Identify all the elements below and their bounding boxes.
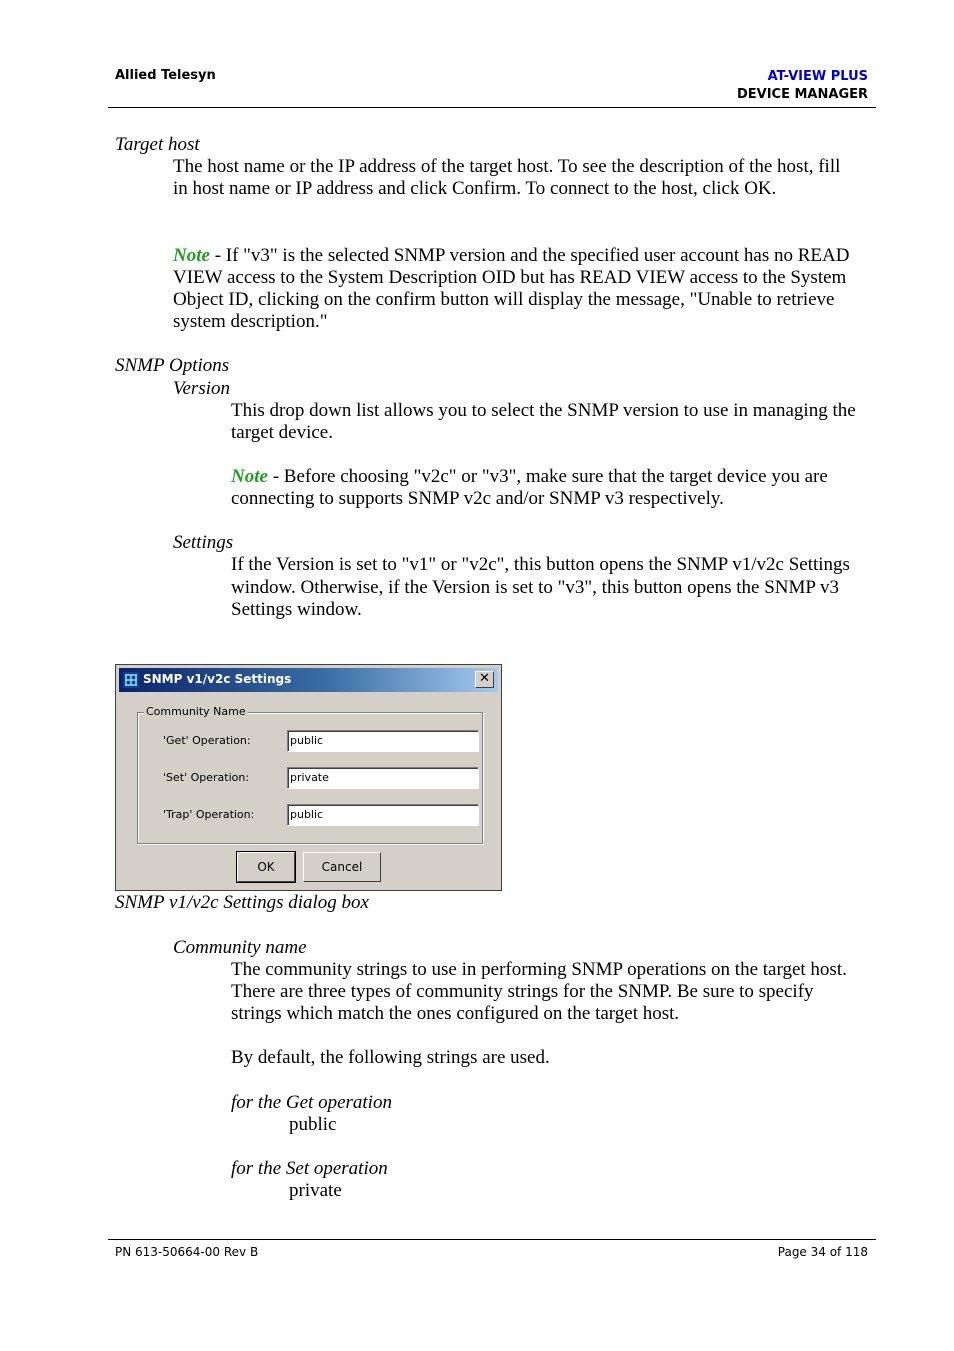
note2-line2: connecting to supports SNMP v2c and/or SNMP v3 respectively.	[231, 488, 724, 509]
get-operation-default: public	[289, 1114, 337, 1135]
settings-term: Settings	[173, 532, 234, 553]
version-line1: This drop down list allows you to select the SNMP version to use in managing the	[231, 400, 856, 421]
snmp-options-term: SNMP Options	[115, 355, 230, 376]
note1-line2: VIEW access to the System Description OID but has READ VIEW access to the System	[173, 267, 847, 288]
trap-operation-label: 'Trap' Operation:	[163, 808, 255, 821]
settings-line2: window. Otherwise, if the Version is set to "v3", this button opens the SNMP v3	[231, 577, 840, 598]
close-icon: ✕	[479, 671, 490, 686]
figure-caption: SNMP v1/v2c Settings dialog box	[115, 892, 369, 913]
ok-button[interactable]: OK	[237, 852, 295, 882]
set-operation-term: for the Set operation	[231, 1158, 388, 1179]
community-line2: There are three types of community strings for the SNMP. Be sure to specify	[231, 981, 814, 1002]
target-host-term: Target host	[115, 134, 200, 155]
settings-line3: Settings window.	[231, 599, 362, 620]
trap-operation-input[interactable]: public	[287, 804, 479, 826]
community-name-group	[137, 705, 483, 844]
community-default-line: By default, the following strings are used.	[231, 1047, 550, 1068]
note1-line3: Object ID, clicking on the confirm button will display the message, "Unable to retrieve	[173, 289, 835, 310]
community-line1: The community strings to use in performing SNMP operations on the target host.	[231, 959, 847, 980]
community-line3: strings which match the ones configured on the target host.	[231, 1003, 680, 1024]
dialog-title: SNMP v1/v2c Settings	[143, 672, 292, 686]
footer-page-number: Page 34 of 118	[777, 1245, 868, 1259]
note1-line1	[173, 245, 849, 267]
community-name-legend: Community Name	[146, 705, 246, 718]
footer-rule	[108, 1239, 876, 1240]
note2-line1	[231, 466, 828, 488]
community-term: Community name	[173, 937, 307, 958]
note2-label: Note	[231, 466, 268, 487]
header-company: Allied Telesyn	[115, 68, 216, 83]
get-operation-label: 'Get' Operation:	[163, 734, 251, 747]
get-operation-term: for the Get operation	[231, 1092, 392, 1113]
network-grid-icon	[123, 672, 139, 688]
note1-line4: system description."	[173, 311, 328, 332]
note1-text: - If "v3" is the selected SNMP version and the specified user account has no READ	[209, 245, 850, 266]
header-right	[737, 68, 868, 104]
version-line2: target device.	[231, 422, 333, 443]
target-host-line2: in host name or IP address and click Confirm. To connect to the host, click OK.	[173, 178, 777, 199]
header-rule	[108, 107, 876, 108]
settings-line1: If the Version is set to "v1" or "v2c", this button opens the SNMP v1/v2c Settings	[231, 554, 850, 575]
version-term: Version	[173, 378, 230, 399]
header-product: AT-VIEW PLUS	[767, 69, 868, 84]
set-operation-input[interactable]: private	[287, 767, 479, 789]
target-host-line1: The host name or the IP address of the target host. To see the description of the host, fill	[173, 156, 841, 177]
set-operation-label: 'Set' Operation:	[163, 771, 250, 784]
snmp-settings-dialog	[115, 664, 502, 891]
set-operation-default: private	[289, 1180, 342, 1201]
note1-label: Note	[173, 245, 210, 266]
cancel-button[interactable]: Cancel	[303, 852, 381, 882]
header-section: DEVICE MANAGER	[736, 87, 868, 102]
note2-text: - Before choosing "v2c" or "v3", make sure that the target device you are	[267, 466, 828, 487]
get-operation-input[interactable]: public	[287, 730, 479, 752]
footer-part-number: PN 613-50664-00 Rev B	[115, 1245, 259, 1259]
dialog-titlebar[interactable]	[119, 668, 498, 692]
close-button[interactable]	[475, 671, 494, 688]
